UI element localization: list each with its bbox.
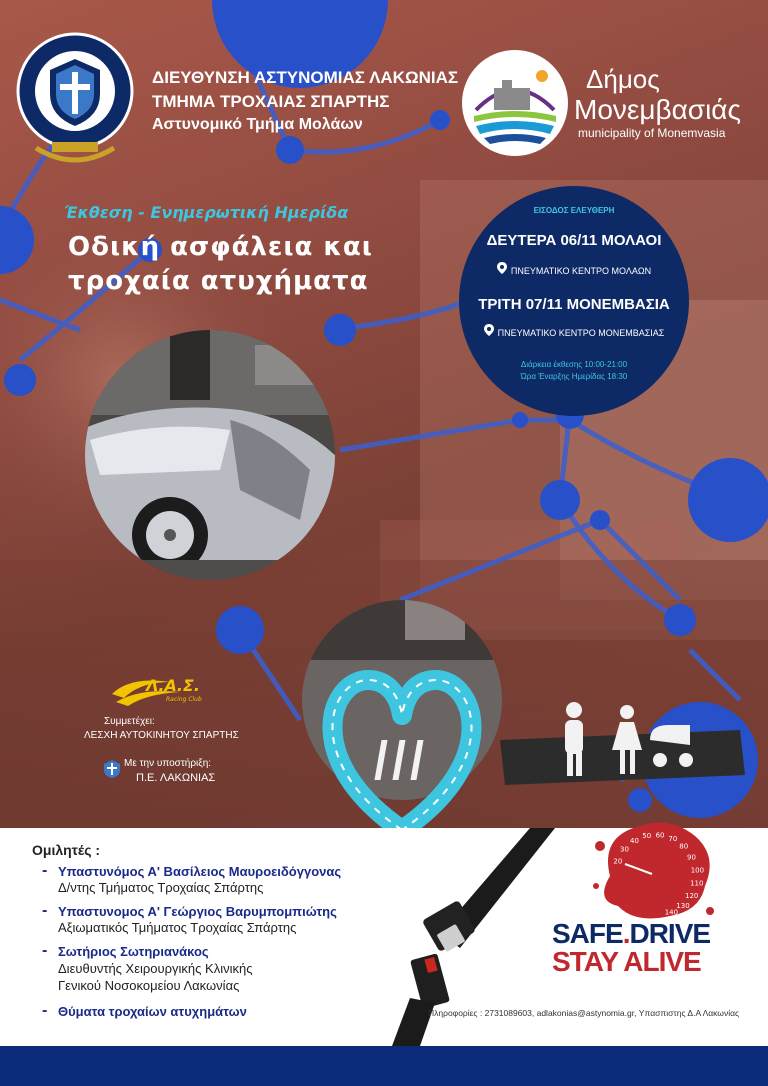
police-line-2: ΤΜΗΜΑ ΤΡΟΧΑΙΑΣ ΣΠΑΡΤΗΣ — [152, 92, 390, 111]
slogan-drive: DRIVE — [629, 918, 711, 949]
gauge-tick-label: 110 — [690, 879, 704, 888]
gauge-tick-label: 20 — [613, 857, 623, 866]
police-line-1: ΔΙΕΥΘΥΝΣΗ ΑΣΤΥΝΟΜΙΑΣ ΛΑΚΩΝΙΑΣ — [152, 68, 459, 87]
venue-2-text: ΠΝΕΥΜΑΤΙΚΟ ΚΕΝΤΡΟ ΜΟΝΕΜΒΑΣΙΑΣ — [497, 328, 665, 338]
event-venue-1 — [459, 262, 689, 276]
gauge-tick-label: 90 — [687, 853, 696, 862]
las-logo-text: Λ.Α.Σ. — [146, 676, 200, 695]
speaker-3-name: Σωτήριος Σωτηριανάκος — [58, 944, 209, 959]
municipality-name-2: Μονεμβασιάς — [574, 94, 741, 125]
municipality-name-1: Δήμος — [586, 64, 660, 94]
speaker-2-name: Υπαστυνομος Α' Γεώργιος Βαρυμπομπιώτης — [58, 904, 337, 919]
municipality-name-3: municipality of Monemvasia — [578, 126, 726, 140]
slogan-stay-alive: STAY ALIVE — [552, 946, 701, 977]
police-line-3: Αστυνομικό Τμήμα Μολάων — [152, 116, 363, 133]
gauge-tick-label: 50 — [642, 831, 652, 840]
entry-free-label: ΕΙΣΟΔΟΣ ΕΛΕΥΘΕΡΗ — [533, 206, 615, 215]
speakers-heading: Ομιλητές : — [32, 842, 101, 858]
region-emblem-icon — [104, 760, 120, 778]
title-line-2: τροχαία ατυχήματα — [68, 266, 369, 296]
support-value: Π.Ε. ΛΑΚΩΝΙΑΣ — [136, 772, 216, 784]
gauge-tick-label: 80 — [679, 842, 689, 851]
start-time: Ώρα Έναρξης Ημερίδας 18:30 — [520, 372, 628, 381]
map-pin-icon — [497, 262, 507, 276]
participates-value: ΛΕΣΧΗ ΑΥΤΟΚΙΝΗΤΟΥ ΣΠΑΡΤΗΣ — [84, 730, 239, 741]
contact-info: Πληροφορίες : 2731089603, adlakonias@astynomia.gr, Υπασπιστης Δ.Α Λακωνίας — [428, 1008, 740, 1018]
gauge-tick-label: 100 — [690, 866, 705, 875]
gauge-tick-label: 40 — [630, 837, 639, 845]
speaker-4-name: Θύματα τροχαίων ατυχημάτων — [58, 1004, 247, 1019]
speaker-1-name: Υπαστυνόμος Α' Βασίλειος Μαυροειδόγγονας — [58, 864, 342, 879]
event-info-circle — [459, 186, 689, 416]
speaker-2-dash: - — [42, 904, 48, 919]
speaker-3-role-1: Διευθυντής Χειρουργικής Κλινικής — [58, 961, 253, 976]
municipality-logo — [462, 50, 568, 156]
police-emblem-logo — [16, 32, 134, 174]
gauge-tick-label: 140 — [664, 908, 679, 917]
event-date-2: ΤΡΙΤΗ 07/11 ΜΟΝΕΜΒΑΣΙΑ — [478, 296, 670, 313]
event-venue-2 — [459, 324, 689, 338]
speedometer-splatter-graphic — [590, 816, 720, 926]
las-logo-sub: Racing Club — [166, 696, 202, 703]
speaker-4-dash: - — [42, 1004, 48, 1019]
gauge-tick-label: 60 — [655, 831, 665, 840]
speaker-3-role-2: Γενικού Νοσοκομείου Λακωνίας — [58, 978, 240, 993]
bottom-section: Ομιλητές : - Υπαστυνόμος Α' Βασίλειος Μαυροειδόγγονας Δ/ντης Τμήματος Τροχαίας Σπάρτης - Υπαστυνομος Α' Γεώργιος Βαρυμπομπιώτης Αξιωματικός Τμήματος Τροχαίας Σπάρτης - Σωτήριος Σωτηριανάκος Διευθυντής Χειρουργικής Κλινικής Γενικού Νοσοκομείου Λακωνίας - Θύματα τροχαίων ατυχημάτων 20 30 40 50 60 70 80 90 100 110 120 130 140 SAFE.DRIVE STAY ALIVE Πληροφορίες : 2731089603, adlakonias@astynomia.gr, Υπασπιστης Δ.Α Λακωνίας — [0, 828, 768, 1046]
footer-bar — [0, 1046, 768, 1086]
gauge-tick-label: 70 — [668, 835, 678, 843]
speaker-1-role: Δ/ντης Τμήματος Τροχαίας Σπάρτης — [58, 880, 264, 895]
participates-label: Συμμετέχει: — [104, 716, 155, 727]
gauge-tick-label: 120 — [685, 892, 699, 900]
las-racing-club-logo — [110, 674, 200, 710]
slogan-safe: SAFE — [552, 918, 623, 949]
speaker-3-dash: - — [42, 944, 48, 959]
title-line-1: Οδική ασφάλεια και — [68, 232, 373, 262]
map-pin-icon — [484, 324, 494, 338]
venue-1-text: ΠΝΕΥΜΑΤΙΚΟ ΚΕΝΤΡΟ ΜΟΛΑΩΝ — [510, 266, 652, 276]
event-date-1: ΔΕΥΤΕΡΑ 06/11 ΜΟΛΑΟΙ — [486, 232, 662, 249]
speaker-2-role: Αξιωματικός Τμήματος Τροχαίας Σπάρτης — [58, 920, 297, 935]
exhibition-duration: Διάρκεια έκθεσης 10:00-21:00 — [520, 360, 628, 369]
title-kicker: Έκθεση - Ενημερωτική Ημερίδα — [64, 203, 349, 222]
gauge-tick-label: 30 — [620, 845, 629, 854]
speaker-1-dash: - — [42, 864, 48, 879]
gauge-tick-label: 130 — [676, 902, 690, 910]
support-label: Με την υποστήριξη: — [124, 758, 212, 769]
